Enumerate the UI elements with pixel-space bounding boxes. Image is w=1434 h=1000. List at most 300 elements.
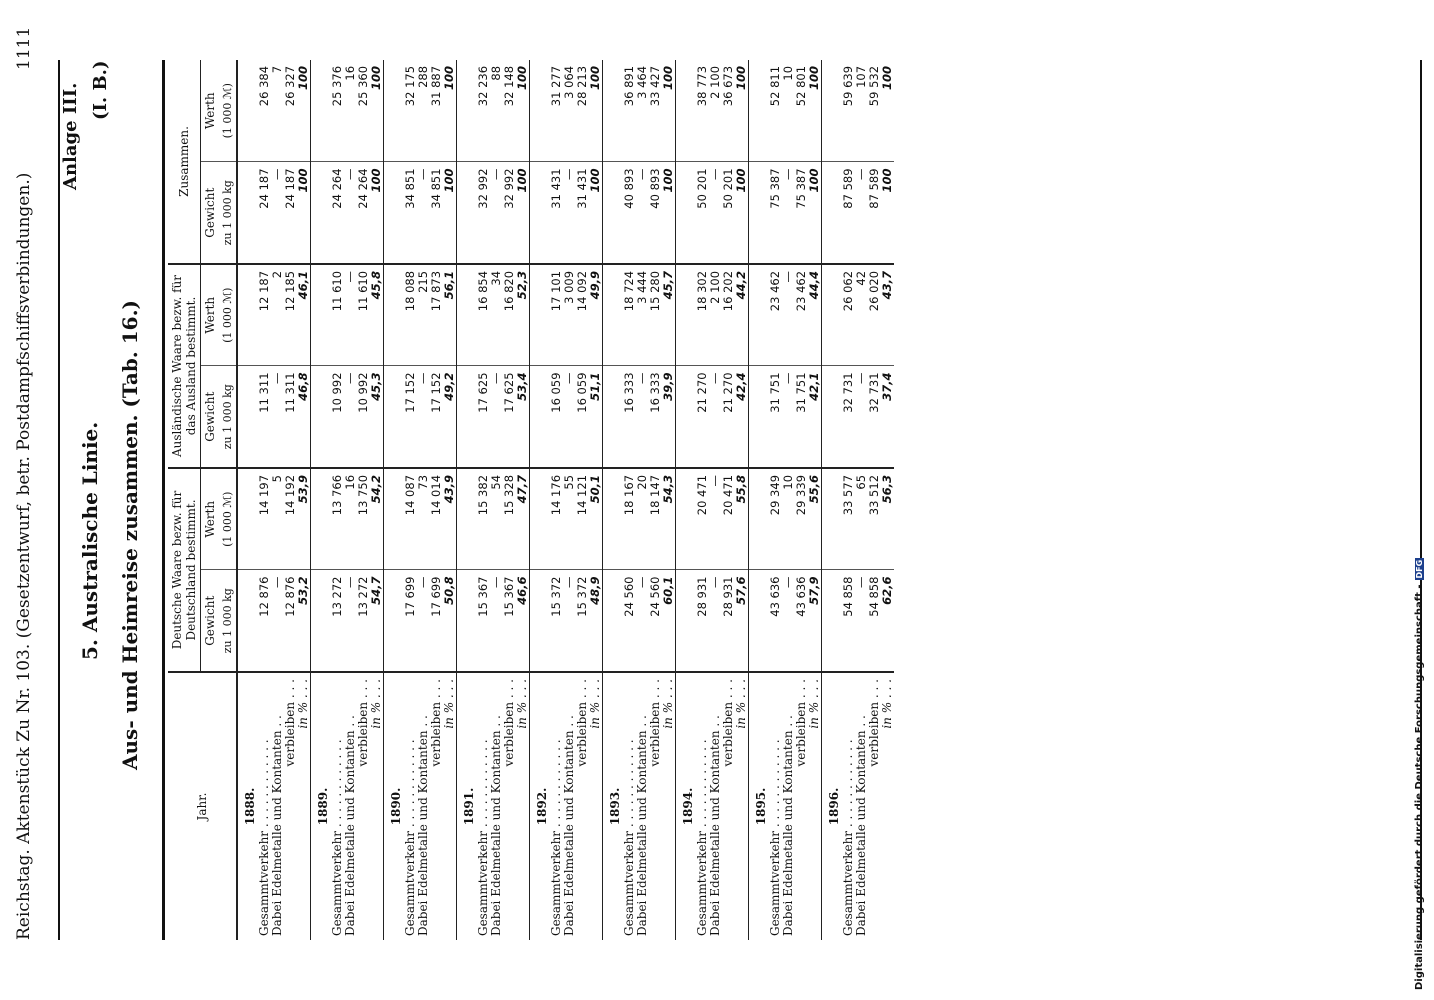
value-cell: 34 851: [404, 162, 417, 264]
year-label: 1894.: [676, 672, 697, 940]
value-cell: 40 893: [623, 162, 636, 264]
value-cell: —: [344, 162, 357, 264]
value-cell: 31 751: [795, 366, 808, 468]
value-cell: 46,1: [297, 264, 311, 366]
value-cell: 18 147: [649, 468, 662, 570]
value-cell: 26 062: [842, 264, 855, 366]
year-row: [530, 60, 551, 940]
value-cell: 45,8: [370, 264, 384, 366]
value-cell: 100: [881, 162, 894, 264]
value-cell: 43 636: [769, 570, 782, 672]
table-row: [443, 60, 457, 940]
value-cell: 17 101: [550, 264, 563, 366]
table-row: [808, 60, 822, 940]
row-label: verbleiben . . .: [503, 672, 516, 940]
running-header: Reichstag. Aktenstück Zu Nr. 103. (Gesetzentwurf, betr. Postdampfschiffsverbindungen.): [14, 172, 34, 940]
value-cell: 3 444: [636, 264, 649, 366]
value-cell: 14 087: [404, 468, 417, 570]
empty-cell: [237, 468, 258, 570]
value-cell: 31 887: [429, 65, 443, 107]
value-cell: 53,2: [297, 570, 311, 672]
value-cell: 75 387: [769, 162, 782, 264]
value-cell: —: [563, 366, 576, 468]
value-cell: 50,1: [589, 468, 603, 570]
value-cell: 55,8: [735, 468, 749, 570]
year-row: [457, 60, 478, 940]
group-header-foreign: Ausländische Waare bezw. für das Ausland bestimmt.: [168, 264, 201, 468]
value-cell: 15 382: [477, 468, 490, 570]
value-cell: 46,8: [297, 366, 311, 468]
value-cell: 5: [271, 468, 284, 570]
group-header-total: Zusammen.: [168, 60, 201, 264]
value-cell: 88: [489, 65, 503, 81]
header-rule: [58, 60, 60, 940]
value-cell: 87 589: [842, 162, 855, 264]
empty-cell: [749, 162, 770, 264]
section-title: 5. Australische Linie.: [78, 421, 102, 660]
year-row: [749, 60, 770, 940]
value-cell: 2 100: [709, 264, 722, 366]
group-header-german: Deutsche Waare bezw. für Deutschland bestimmt.: [168, 468, 201, 672]
value-cell: 42,1: [808, 366, 822, 468]
table-row: [516, 60, 530, 940]
row-label: Gesammtverkehr . . . . . . . . . . . .: [477, 672, 490, 940]
empty-cell: [676, 264, 697, 366]
unit-mark: (1 000 ℳ): [219, 468, 237, 570]
value-cell: 11 311: [284, 366, 297, 468]
value-cell: —: [709, 162, 722, 264]
value-cell: 54 858: [868, 570, 881, 672]
value-cell: 13 272: [357, 570, 370, 672]
value-cell: 14 121: [576, 468, 589, 570]
year-label: 1890.: [384, 672, 405, 940]
value-cell: —: [417, 162, 430, 264]
value-cell: 15 280: [649, 264, 662, 366]
year-label: 1888.: [237, 672, 258, 940]
value-cell: 10: [781, 65, 795, 81]
value-cell: 40 893: [649, 162, 662, 264]
value-cell: 18 724: [623, 264, 636, 366]
value-cell: —: [417, 570, 430, 672]
unit-mark: (1 000 ℳ): [219, 264, 237, 366]
value-cell: 32 236: [476, 65, 490, 107]
year-label: 1895.: [749, 672, 770, 940]
value-cell: 12 876: [284, 570, 297, 672]
row-label: Dabei Edelmetalle und Kontanten . .: [636, 672, 649, 940]
value-cell: 29 339: [795, 468, 808, 570]
page-number: 1111: [14, 26, 34, 70]
value-cell: 54,7: [370, 570, 384, 672]
year-label: 1896.: [822, 672, 843, 940]
value-cell: 52 811: [768, 65, 782, 107]
value-cell: 100: [443, 162, 457, 264]
value-cell: 20 471: [722, 468, 735, 570]
row-label: Dabei Edelmetalle und Kontanten . .: [563, 672, 576, 940]
value-cell: 36 891: [622, 65, 636, 107]
value-cell: 107: [854, 65, 868, 88]
empty-cell: [749, 264, 770, 366]
subheader-weight: Gewicht: [201, 570, 220, 672]
value-cell: 100: [808, 60, 822, 162]
row-label: in % . . .: [370, 672, 384, 940]
value-cell: 53,9: [297, 468, 311, 570]
row-label: Gesammtverkehr . . . . . . . . . . . .: [769, 672, 782, 940]
value-cell: 2 100: [708, 65, 722, 99]
empty-cell: [237, 366, 258, 468]
value-cell: 16 059: [550, 366, 563, 468]
empty-cell: [749, 570, 770, 672]
year-row: [237, 60, 258, 940]
empty-cell: [822, 60, 843, 162]
empty-cell: [457, 468, 478, 570]
row-label: Dabei Edelmetalle und Kontanten . .: [271, 672, 284, 940]
empty-cell: [384, 264, 405, 366]
value-cell: 13 750: [357, 468, 370, 570]
value-cell: 100: [297, 60, 311, 162]
empty-cell: [676, 468, 697, 570]
value-cell: 25 376: [330, 65, 344, 107]
table-row: [589, 60, 603, 940]
value-cell: 3 009: [563, 264, 576, 366]
empty-cell: [603, 468, 624, 570]
value-cell: —: [271, 366, 284, 468]
value-cell: 12 187: [258, 264, 271, 366]
table-row: [370, 60, 384, 940]
value-cell: 73: [417, 468, 430, 570]
table-row: [881, 60, 894, 940]
value-cell: 18 167: [623, 468, 636, 570]
appendix-label: Anlage III.: [60, 82, 81, 190]
empty-cell: [822, 162, 843, 264]
unit-kg: zu 1 000 kg: [219, 570, 237, 672]
value-cell: 50 201: [696, 162, 709, 264]
value-cell: 21 270: [696, 366, 709, 468]
value-cell: 12 876: [258, 570, 271, 672]
row-label: verbleiben . . .: [430, 672, 443, 940]
year-label: 1889.: [311, 672, 332, 940]
value-cell: 3 464: [635, 65, 649, 99]
value-cell: —: [636, 570, 649, 672]
subheader-weight: Gewicht: [201, 366, 220, 468]
value-cell: 12 185: [284, 264, 297, 366]
statistics-table: [168, 60, 894, 940]
empty-cell: [311, 60, 332, 162]
row-label: in % . . .: [735, 672, 749, 940]
table-top-rule: [162, 60, 165, 940]
value-cell: 16 854: [477, 264, 490, 366]
value-cell: 31 751: [769, 366, 782, 468]
empty-cell: [749, 468, 770, 570]
empty-cell: [676, 570, 697, 672]
empty-cell: [676, 60, 697, 162]
value-cell: 59 639: [841, 65, 855, 107]
empty-cell: [749, 366, 770, 468]
table-row: [662, 60, 676, 940]
value-cell: 43 636: [795, 570, 808, 672]
value-cell: 100: [443, 60, 457, 162]
value-cell: —: [636, 366, 649, 468]
value-cell: 44,2: [735, 264, 749, 366]
value-cell: 50 201: [722, 162, 735, 264]
value-cell: —: [782, 264, 795, 366]
row-label: Gesammtverkehr . . . . . . . . . . . .: [623, 672, 636, 940]
value-cell: 17 625: [477, 366, 490, 468]
empty-cell: [822, 264, 843, 366]
value-cell: 10 992: [331, 366, 344, 468]
value-cell: 16 333: [649, 366, 662, 468]
column-header-year: Jahr.: [168, 672, 237, 940]
empty-cell: [457, 570, 478, 672]
value-cell: 20 471: [696, 468, 709, 570]
value-cell: 100: [297, 162, 311, 264]
value-cell: 15 328: [503, 468, 516, 570]
value-cell: 31 277: [549, 65, 563, 107]
value-cell: 57,6: [735, 570, 749, 672]
empty-cell: [457, 60, 478, 162]
row-label: Dabei Edelmetalle und Kontanten . .: [782, 672, 795, 940]
value-cell: 34 851: [430, 162, 443, 264]
value-cell: 14 014: [430, 468, 443, 570]
value-cell: 23 462: [795, 264, 808, 366]
value-cell: 100: [808, 162, 822, 264]
value-cell: 37,4: [881, 366, 894, 468]
value-cell: 100: [589, 60, 603, 162]
empty-cell: [237, 162, 258, 264]
value-cell: 16 202: [722, 264, 735, 366]
row-label: in % . . .: [516, 672, 530, 940]
value-cell: 10 992: [357, 366, 370, 468]
empty-cell: [603, 366, 624, 468]
value-cell: 23 462: [769, 264, 782, 366]
row-label: Dabei Edelmetalle und Kontanten . .: [344, 672, 357, 940]
value-cell: —: [855, 162, 868, 264]
row-label: Gesammtverkehr . . . . . . . . . . . .: [258, 672, 271, 940]
empty-cell: [457, 366, 478, 468]
empty-cell: [530, 264, 551, 366]
empty-cell: [311, 264, 332, 366]
unit-kg: zu 1 000 kg: [219, 162, 237, 264]
value-cell: —: [782, 570, 795, 672]
value-cell: 17 873: [430, 264, 443, 366]
value-cell: 42,4: [735, 366, 749, 468]
value-cell: 57,9: [808, 570, 822, 672]
subheader-value: Werth: [203, 92, 217, 130]
empty-cell: [384, 570, 405, 672]
year-row: [676, 60, 697, 940]
value-cell: 32 992: [477, 162, 490, 264]
value-cell: —: [782, 162, 795, 264]
table-subtitle: Aus- und Heimreise zusammen. (Tab. 16.): [118, 300, 142, 770]
value-cell: 26 020: [868, 264, 881, 366]
value-cell: 32 148: [502, 65, 516, 107]
value-cell: 17 699: [404, 570, 417, 672]
row-label: Gesammtverkehr . . . . . . . . . . . .: [696, 672, 709, 940]
value-cell: 55: [563, 468, 576, 570]
empty-cell: [530, 60, 551, 162]
value-cell: 15 367: [477, 570, 490, 672]
value-cell: 32 731: [842, 366, 855, 468]
value-cell: 33 512: [868, 468, 881, 570]
subheader-weight: Gewicht: [201, 162, 220, 264]
value-cell: 100: [516, 162, 530, 264]
value-cell: 52,3: [516, 264, 530, 366]
value-cell: 11 311: [258, 366, 271, 468]
empty-cell: [237, 570, 258, 672]
value-cell: 31 431: [576, 162, 589, 264]
unit-kg: zu 1 000 kg: [219, 366, 237, 468]
value-cell: 49,9: [589, 264, 603, 366]
value-cell: 24 560: [649, 570, 662, 672]
empty-cell: [603, 60, 624, 162]
value-cell: 16 333: [623, 366, 636, 468]
empty-cell: [311, 366, 332, 468]
value-cell: 16: [344, 468, 357, 570]
value-cell: 100: [589, 162, 603, 264]
value-cell: 32 731: [868, 366, 881, 468]
value-cell: 51,1: [589, 366, 603, 468]
value-cell: 60,1: [662, 570, 676, 672]
value-cell: —: [709, 468, 722, 570]
empty-cell: [530, 570, 551, 672]
row-label: in % . . .: [589, 672, 603, 940]
appendix-sub-label: (I. B.): [90, 60, 111, 120]
empty-cell: [822, 570, 843, 672]
row-label: Dabei Edelmetalle und Kontanten . .: [855, 672, 868, 940]
empty-cell: [822, 468, 843, 570]
value-cell: —: [563, 162, 576, 264]
row-label: in % . . .: [443, 672, 457, 940]
row-label: in % . . .: [808, 672, 822, 940]
value-cell: 25 360: [356, 65, 370, 107]
table-row: [735, 60, 749, 940]
value-cell: 26 384: [257, 65, 271, 107]
row-label: verbleiben . . .: [722, 672, 735, 940]
value-cell: 26 327: [283, 65, 297, 107]
value-cell: 29 349: [769, 468, 782, 570]
value-cell: 47,7: [516, 468, 530, 570]
value-cell: 100: [370, 60, 384, 162]
value-cell: —: [490, 570, 503, 672]
value-cell: 65: [855, 468, 868, 570]
empty-cell: [457, 264, 478, 366]
value-cell: 24 187: [258, 162, 271, 264]
value-cell: —: [490, 162, 503, 264]
value-cell: 21 270: [722, 366, 735, 468]
value-cell: 100: [735, 162, 749, 264]
row-label: Gesammtverkehr . . . . . . . . . . . .: [842, 672, 855, 940]
empty-cell: [603, 264, 624, 366]
value-cell: —: [271, 162, 284, 264]
value-cell: 54 858: [842, 570, 855, 672]
value-cell: 11 610: [357, 264, 370, 366]
empty-cell: [237, 264, 258, 366]
value-cell: 44,4: [808, 264, 822, 366]
value-cell: 14 176: [550, 468, 563, 570]
subheader-value: Werth: [201, 264, 220, 366]
value-cell: 15 367: [503, 570, 516, 672]
value-cell: 18 302: [696, 264, 709, 366]
value-cell: 100: [516, 60, 530, 162]
value-cell: 13 766: [331, 468, 344, 570]
value-cell: 18 088: [404, 264, 417, 366]
value-cell: 14 192: [284, 468, 297, 570]
stamp-text: Digitalisierung gefördert durch die Deutsche Forschungsgemeinschaft -: [1414, 584, 1425, 990]
value-cell: 59 532: [867, 65, 881, 107]
row-label: verbleiben . . .: [868, 672, 881, 940]
value-cell: 17 152: [404, 366, 417, 468]
value-cell: 50,8: [443, 570, 457, 672]
value-cell: 15 372: [576, 570, 589, 672]
dfg-logo: DFG: [1415, 559, 1424, 579]
value-cell: 7: [270, 65, 284, 74]
value-cell: 16: [343, 65, 357, 81]
value-cell: 32 175: [403, 65, 417, 107]
value-cell: 28 213: [575, 65, 589, 107]
empty-cell: [311, 468, 332, 570]
value-cell: 75 387: [795, 162, 808, 264]
empty-cell: [311, 162, 332, 264]
value-cell: 14 092: [576, 264, 589, 366]
value-cell: 42: [855, 264, 868, 366]
value-cell: 100: [662, 162, 676, 264]
value-cell: 17 625: [503, 366, 516, 468]
row-label: Gesammtverkehr . . . . . . . . . . . .: [550, 672, 563, 940]
row-label: verbleiben . . .: [284, 672, 297, 940]
row-label: in % . . .: [662, 672, 676, 940]
value-cell: 54: [490, 468, 503, 570]
empty-cell: [603, 570, 624, 672]
empty-cell: [384, 162, 405, 264]
year-row: [311, 60, 332, 940]
value-cell: 13 272: [331, 570, 344, 672]
value-cell: 24 187: [284, 162, 297, 264]
value-cell: 39,9: [662, 366, 676, 468]
value-cell: —: [344, 366, 357, 468]
subheader-value: Werth: [201, 468, 220, 570]
value-cell: 34: [490, 264, 503, 366]
value-cell: 45,3: [370, 366, 384, 468]
value-cell: —: [855, 366, 868, 468]
table-row: [297, 60, 311, 940]
empty-cell: [676, 366, 697, 468]
value-cell: 15 372: [550, 570, 563, 672]
value-cell: —: [709, 570, 722, 672]
value-cell: 10: [782, 468, 795, 570]
row-label: verbleiben . . .: [357, 672, 370, 940]
row-label: Gesammtverkehr . . . . . . . . . . . .: [404, 672, 417, 940]
value-cell: 49,2: [443, 366, 457, 468]
row-label: verbleiben . . .: [649, 672, 662, 940]
value-cell: 17 699: [430, 570, 443, 672]
value-cell: 56,3: [881, 468, 894, 570]
value-cell: 100: [880, 65, 894, 90]
value-cell: 62,6: [881, 570, 894, 672]
value-cell: —: [344, 264, 357, 366]
value-cell: 31 431: [550, 162, 563, 264]
row-label: in % . . .: [297, 672, 311, 940]
value-cell: 288: [416, 65, 430, 88]
empty-cell: [384, 468, 405, 570]
value-cell: 46,6: [516, 570, 530, 672]
value-cell: 36 673: [721, 65, 735, 107]
empty-cell: [530, 468, 551, 570]
value-cell: —: [344, 570, 357, 672]
value-cell: 45,7: [662, 264, 676, 366]
value-cell: 52 801: [794, 65, 808, 107]
year-label: 1892.: [530, 672, 551, 940]
value-cell: —: [855, 570, 868, 672]
value-cell: 11 610: [331, 264, 344, 366]
